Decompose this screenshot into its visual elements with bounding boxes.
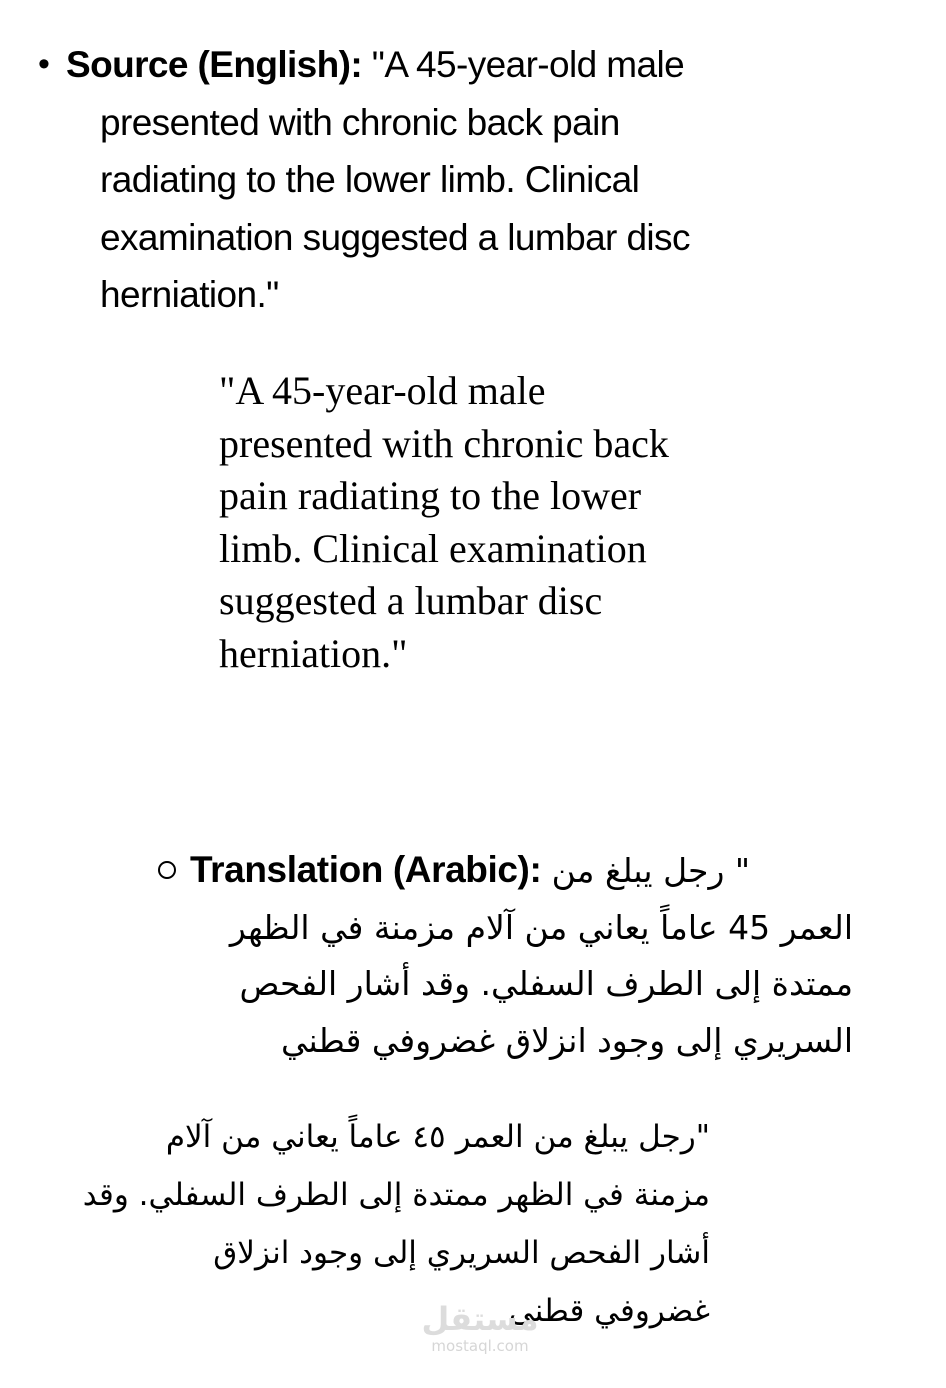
quote-line: limb. Clinical examination — [219, 525, 647, 571]
source-first-line — [38, 36, 878, 94]
arabic-quote-block — [40, 1108, 710, 1340]
translation-text-start: " رجل يبلغ من — [551, 851, 751, 890]
translation-arabic-bullet — [158, 842, 878, 1069]
quote-line: "A 45-year-old male — [219, 368, 546, 413]
quote-line: presented with chronic back — [219, 420, 669, 466]
quote-line: pain radiating to the lower — [219, 473, 642, 519]
bullet-dot-icon: • — [38, 45, 50, 83]
arabic-line: مزمنة في الظهر ممتدة إلى الطرف السفلي. وقد — [82, 1177, 710, 1213]
translation-continuation — [219, 900, 853, 1070]
source-line: radiating to the lower limb. Clinical — [100, 159, 640, 200]
watermark-logo-arabic: مستقل — [421, 1300, 539, 1338]
source-line: examination suggested a lumbar disc — [100, 216, 690, 258]
hollow-circle-bullet-icon — [158, 861, 176, 879]
arabic-line: غضروفي قطني — [508, 1293, 710, 1329]
translation-label: Translation (Arabic): — [190, 849, 542, 890]
arabic-line: أشار الفحص السريري إلى وجود انزلاق — [213, 1235, 710, 1271]
quote-line: herniation." — [219, 630, 408, 676]
translation-line: العمر 45 عاماً يعاني من آلام مزمنة في الظهر — [229, 907, 853, 947]
english-quote-block — [219, 365, 749, 681]
source-line: herniation." — [100, 274, 279, 315]
arabic-line: "رجل يبلغ من العمر ٤٥ عاماً يعاني من آلام — [165, 1119, 710, 1155]
translation-line: ممتدة إلى الطرف السفلي. وقد أشار الفحص — [239, 964, 853, 1003]
source-line: presented with chronic back pain — [100, 101, 620, 143]
source-label: Source (English): — [66, 44, 363, 85]
source-text-start: "A 45-year-old male — [362, 44, 685, 85]
quote-line: suggested a lumbar disc — [219, 578, 603, 624]
source-english-bullet — [38, 36, 878, 324]
mostaql-watermark — [405, 1300, 555, 1354]
source-continuation — [38, 94, 860, 324]
translation-first-line — [158, 842, 878, 900]
translation-line: السريري إلى وجود انزلاق غضروفي قطني — [281, 1020, 853, 1060]
watermark-domain: mostaql.com — [431, 1337, 529, 1355]
